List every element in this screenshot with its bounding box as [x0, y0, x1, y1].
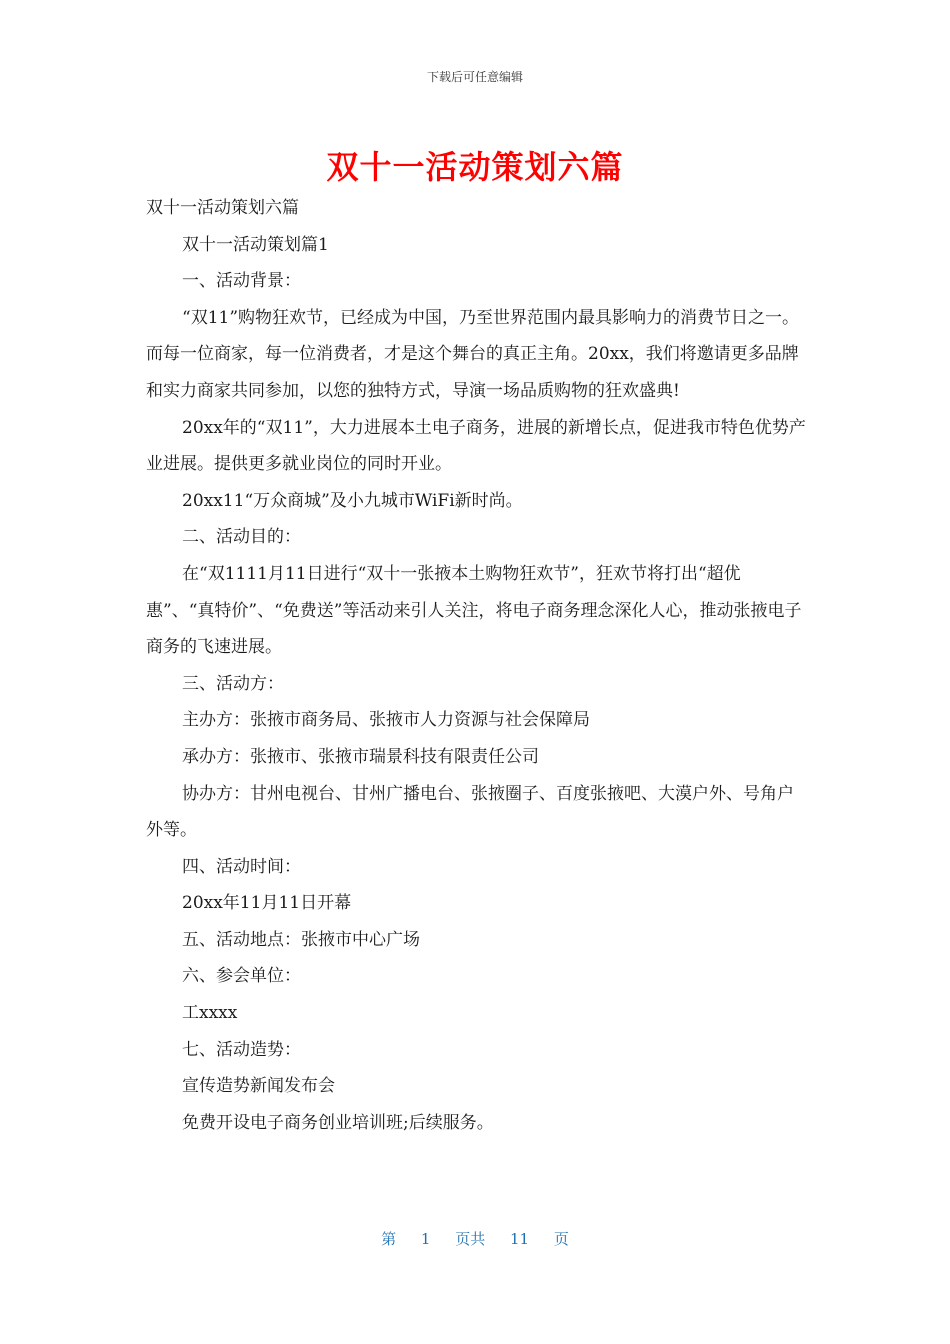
- paragraph: 五、活动地点：张掖市中心广场: [182, 929, 420, 950]
- footer-total-pages: 11: [510, 1230, 530, 1248]
- paragraph: 20xx年的“双11”，大力进展本土电子商务，进展的新增长点，促进我市特色优势产业进展。提供更多就业岗位的同时开业。: [146, 417, 806, 475]
- footer-prefix: 第: [381, 1230, 397, 1248]
- paragraph: 宣传造势新闻发布会: [182, 1076, 335, 1097]
- paragraph: 一、活动背景：: [182, 271, 301, 292]
- paragraph: 三、活动方：: [182, 673, 284, 694]
- page-number-footer: [0, 1228, 950, 1249]
- paragraph: 免费开设电子商务创业培训班;后续服务。: [182, 1112, 494, 1133]
- paragraph: 四、活动时间：: [182, 856, 301, 877]
- footer-current-page: 1: [420, 1230, 431, 1248]
- paragraph: 20xx11“万众商城”及小九城市WiFi新时尚。: [182, 490, 523, 511]
- paragraph: 20xx年11月11日开幕: [182, 893, 352, 914]
- page-header: 下载后可任意编辑: [426, 70, 523, 84]
- paragraph: 双十一活动策划篇1: [182, 234, 329, 255]
- paragraph: 六、参会单位：: [182, 966, 301, 987]
- footer-middle: 页共: [455, 1230, 486, 1248]
- paragraph: 七、活动造势：: [182, 1039, 301, 1060]
- paragraph: 二、活动目的：: [182, 527, 301, 548]
- paragraph: 工xxxx: [182, 1003, 238, 1024]
- paragraph: “双11”购物狂欢节，已经成为中国，乃至世界范围内最具影响力的消费节日之一。而每一位商家，每一位消费者，才是这个舞台的真正主角。20xx，我们将邀请更多品牌和实力商家共同参加，以您的独特方式，导演一场品质购物的狂欢盛典!: [146, 307, 800, 401]
- paragraph: 在“双1111月11日进行“双十一张掖本土购物狂欢节”，狂欢节将打出“超优惠”、“真特价”、“免费送”等活动来引人关注，将电子商务理念深化人心，推动张掖电子商务的飞速进展。: [146, 563, 802, 658]
- document-body: [146, 190, 808, 1141]
- paragraph: 主办方：张掖市商务局、张掖市人力资源与社会保障局: [182, 710, 590, 731]
- paragraph: 双十一活动策划六篇: [146, 198, 299, 218]
- document-title: 双十一活动策划六篇: [326, 148, 624, 186]
- paragraph: 承办方：张掖市、张掖市瑞景科技有限责任公司: [182, 746, 539, 767]
- paragraph: 协办方：甘州电视台、甘州广播电台、张掖圈子、百度张掖吧、大漠户外、号角户外等。: [146, 783, 794, 841]
- footer-suffix: 页: [553, 1230, 569, 1248]
